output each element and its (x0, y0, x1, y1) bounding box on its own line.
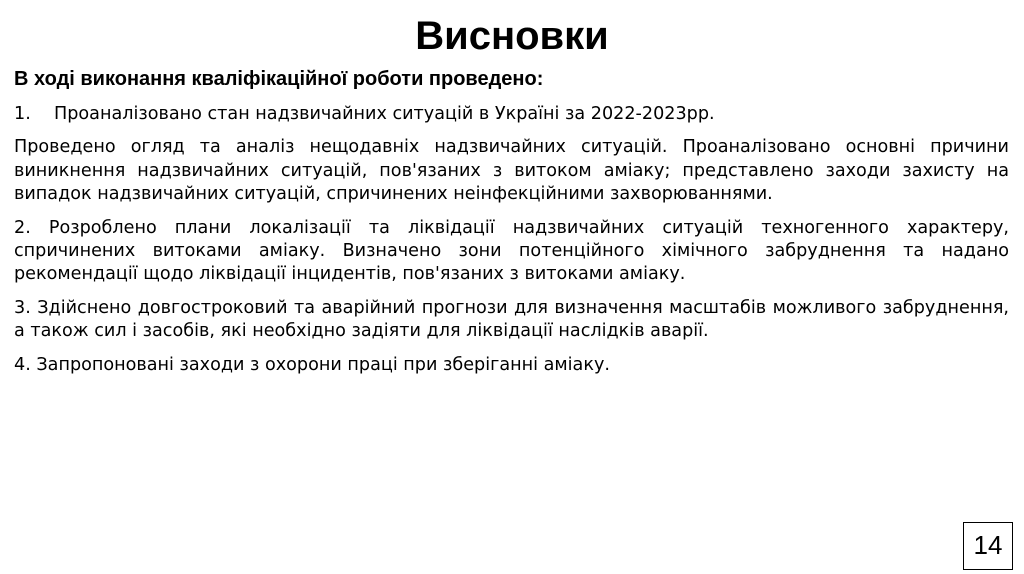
conclusion-item-1 (14, 103, 1009, 126)
slide-title: Висновки (415, 14, 609, 58)
conclusions-list (14, 103, 1009, 387)
overview-paragraph: Проведено огляд та аналіз нещодавніх надзвичайних ситуацій. Проаналізовано основні причини виникнення надзвичайних ситуацій, пов'язаних з витоком аміаку; представлено заходи захисту на випадок надзвичайних ситуацій, спричинених неінфекційними захворюваннями. (14, 137, 1009, 205)
page-number: 14 (963, 522, 1013, 570)
slide-subtitle: В ході виконання кваліфікаційної роботи проведено: (14, 68, 544, 90)
item-text: Проаналізовано стан надзвичайних ситуацій в Україні за 2022-2023рр. (54, 104, 715, 124)
item-number: 1. (14, 104, 31, 124)
conclusion-item-3: 3. Здійснено довгостроковий та аварійний прогнози для визначення масштабів можливого забруднення, а також сил і засобів, які необхідно задіяти для ліквідації наслідків аварії. (14, 297, 1009, 342)
conclusion-item-2: 2. Розроблено плани локалізації та ліквідації надзвичайних ситуацій техногенного характеру, спричинених витоками аміаку. Визначено зони потенційного хімічного забруднення та надано рекомендації щодо ліквідації інцидентів, пов'язаних з витоками аміаку. (14, 217, 1009, 285)
conclusion-item-4: 4. Запропоновані заходи з охорони праці при зберіганні аміаку. (14, 354, 610, 375)
